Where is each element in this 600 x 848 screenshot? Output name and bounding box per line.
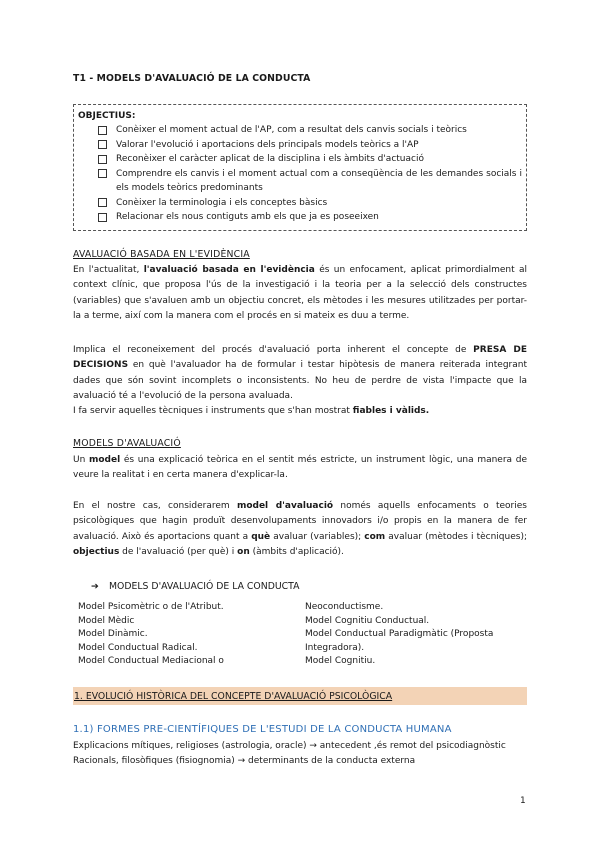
section-1-band [73, 687, 527, 705]
list-item: Model Conductual Mediacional o [78, 656, 224, 666]
bold-term: model [88, 455, 121, 465]
list-item: Model Cognitiu. [305, 656, 376, 666]
bold-term: com [364, 531, 386, 542]
text-run: Implica el reconeixement del procés d'avaluació porta inherent el concepte de [73, 345, 474, 355]
evidence-heading: AVALUACIÓ BASADA EN L'EVIDÈNCIA [73, 249, 250, 260]
page-number: 1 [520, 796, 526, 806]
bold-term: l'avaluació basada en l'evidència [143, 265, 315, 275]
models-list-left [78, 601, 298, 669]
text-run: Un [73, 455, 89, 465]
checkbox-icon[interactable] [98, 169, 107, 178]
subsection-1-1-heading: 1.1) FORMES PRE-CIENTÍFIQUES DE L'ESTUDI DE LA CONDUCTA HUMANA [73, 724, 452, 735]
explanation-line-1: Explicacions mítiques, religioses (astrologia, oracle) → antecedent ,és remot del psicodiagnòstic [73, 741, 506, 751]
text-run: En l'actualitat, [73, 265, 144, 275]
section-1-heading: 1. EVOLUCIÓ HISTÒRICA DEL CONCEPTE D'AVALUACIÓ PSICOLÒGICA [74, 690, 393, 702]
text-run: és un enfocament, aplicat primordialment al context clínic, que proposa l'ús de la investigació i la teoria per a la selecció dels constructes (variables) que s'avaluen amb un objectiu concret, els mètodes i les mesures utilitzades per portar-la a terme, així com la manera com el procés en si mateix es duu a terme. [73, 265, 528, 321]
text-run: (àmbits d'aplicació). [249, 546, 344, 557]
list-item: Model Conductual Paradigmàtic (Proposta Integradora). [305, 629, 494, 653]
objective-text: Conèixer el moment actual de l'AP, com a resultat dels canvis socials i teòrics [116, 125, 467, 135]
document-title: T1 - MODELS D'AVALUACIÓ DE LA CONDUCTA [73, 73, 311, 84]
list-item: Model Mèdic [78, 615, 135, 626]
objective-item [78, 138, 522, 153]
models-list-heading [91, 581, 299, 592]
text-run: avaluar (mètodes i tècniques); [385, 531, 527, 542]
list-item: Model Cognitiu Conductual. [305, 615, 430, 626]
checkbox-icon[interactable] [98, 140, 107, 149]
objectives-box [73, 104, 527, 231]
checkbox-icon[interactable] [98, 198, 107, 207]
list-item: Model Psicomètric o de l'Atribut. [78, 602, 224, 612]
objective-item [78, 123, 522, 138]
arrow-right-icon: ➔ [91, 581, 99, 592]
models-list-heading-text: MODELS D'AVALUACIÓ DE LA CONDUCTA [109, 581, 300, 592]
bold-term: fiables i vàlids. [352, 406, 430, 416]
text-run: En el nostre cas, considerarem [73, 501, 237, 511]
objective-item [78, 167, 522, 196]
list-item: Neoconductisme. [305, 602, 384, 612]
list-item: Model Conductual Radical. [78, 642, 198, 653]
objectives-heading: OBJECTIUS: [78, 111, 136, 121]
text-run: de l'avaluació (per què) i [119, 546, 238, 557]
objective-text: Conèixer la terminologia i els conceptes bàsics [116, 197, 328, 208]
list-item: Model Dinàmic. [78, 629, 148, 639]
text-run: en què l'avaluador ha de formular i testar hipòtesis de manera reiterada integrant dades que són sovint incomplets o inconsistents. No heu de perdre de vista l'impacte que la avaluació té a l'evolució de la persona avaluada. [73, 360, 527, 401]
bold-term: PRESA DE DECISIONS [73, 345, 527, 371]
bold-term: on [237, 546, 250, 557]
evidence-paragraph-1 [73, 263, 527, 324]
text-run: avaluar (variables); [270, 531, 365, 542]
objective-item [78, 152, 522, 167]
models-heading: MODELS D'AVALUACIÓ [73, 438, 181, 449]
models-paragraph-2 [73, 499, 527, 560]
explanation-line-2: Racionals, filosòfiques (fisiognomia) → determinants de la conducta externa [73, 756, 416, 766]
objective-text: Comprendre els canvis i el moment actual com a conseqüència de les demandes socials i els models teòrics predominants [116, 168, 522, 193]
objective-item [78, 196, 522, 211]
bold-term: objectius [73, 546, 120, 557]
objective-text: Relacionar els nous contiguts amb els que ja es poseeixen [116, 212, 379, 222]
objective-item [78, 210, 522, 225]
checkbox-icon[interactable] [98, 155, 107, 164]
evidence-paragraph-3 [73, 404, 527, 419]
objective-text: Valorar l'evolució i aportacions dels principals models teòrics a l'AP [116, 139, 419, 150]
text-run: només aquells enfocaments o teories psicològiques que hagin produït desenvolupaments innovadors i/o propis en la manera de fer avaluació. Això és aportacions quant a [73, 501, 527, 542]
checkbox-icon[interactable] [98, 126, 107, 135]
bold-term: què [251, 531, 271, 542]
models-paragraph-1 [73, 453, 527, 484]
checkbox-icon[interactable] [98, 213, 107, 222]
models-list-right [305, 601, 535, 669]
text-run: I fa servir aquelles tècniques i instruments que s'han mostrat [73, 406, 353, 416]
evidence-paragraph-2 [73, 343, 527, 404]
objective-text: Reconèixer el caràcter aplicat de la disciplina i els àmbits d'actuació [116, 154, 424, 164]
text-run: és una explicació teòrica en el sentit més estricte, un instrument lògic, una manera de veure la realitat i en certa manera d'explicar-la. [73, 455, 527, 481]
bold-term: model d'avaluació [236, 501, 334, 511]
